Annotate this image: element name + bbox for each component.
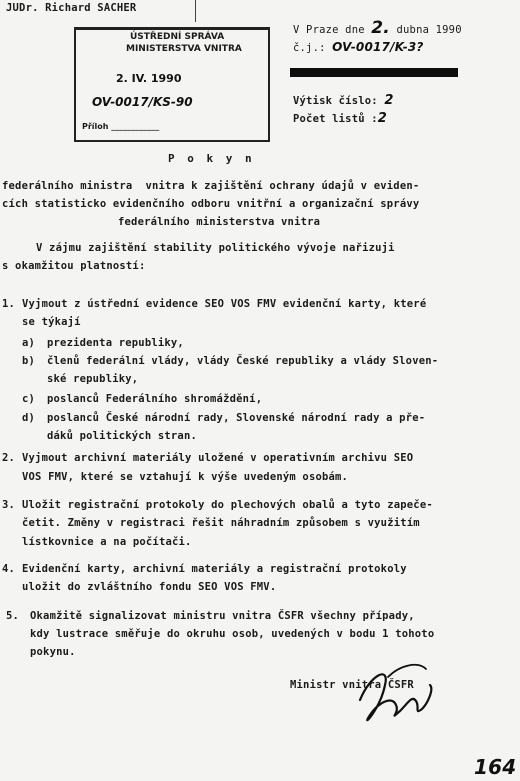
item-number: 1. — [2, 298, 16, 310]
item-text: Okamžitě signalizovat ministru vnitra ČSFR všechny případy, — [30, 610, 415, 622]
subitem-letter: a) — [22, 337, 36, 349]
subtitle-line: cích statisticko evidenčního odboru vnitřní a organizační správy — [2, 198, 420, 210]
subitem-text: poslanců České národní rady, Slovenské národní rady a pře- — [47, 412, 426, 424]
item-text: četit. Změny v registraci řešit náhradním způsobem s využitím — [22, 517, 420, 529]
subtitle-line: federálního ministra vnitra k zajištění ochrany údajů v eviden- — [2, 180, 420, 192]
stamp-date: 2. IV. 1990 — [116, 72, 182, 85]
author-name: JUDr. Richard SACHER — [6, 2, 137, 14]
item-text: se týkají — [22, 316, 81, 328]
item-number: 2. — [2, 452, 16, 464]
item-number: 5. — [6, 610, 20, 622]
item-text: Vyjmout archivní materiály uložené v operativním archivu SEO — [22, 452, 414, 464]
page-number: 164 — [474, 755, 517, 779]
copy-number: Výtisk číslo: 2 — [293, 93, 394, 108]
reference-number: č.j.: OV-0017/K-3? — [293, 40, 424, 54]
handwritten-ref: OV-0017/K-3? — [332, 40, 424, 54]
subitem-text: členů federální vlády, vlády České republiky a vlády Sloven- — [47, 355, 439, 367]
document-title: P o k y n — [168, 152, 255, 165]
stamp-attachments: Příloh ____________ — [82, 122, 160, 131]
subitem-text: ské republiky, — [47, 373, 139, 385]
intro-line: s okamžitou platností: — [2, 260, 146, 272]
subitem-letter: b) — [22, 355, 36, 367]
place-date: V Praze dne 2. dubna 1990 — [293, 18, 462, 38]
item-text: uložit do zvláštního fondu SEO VOS FMV. — [22, 581, 277, 593]
item-text: kdy lustrace směřuje do okruhu osob, uvedených v bodu 1 tohoto — [30, 628, 435, 640]
item-text: pokynu. — [30, 646, 76, 658]
punch-line — [195, 0, 196, 22]
handwritten-signature — [330, 655, 450, 735]
sheet-count: Počet listů :2 — [293, 111, 388, 126]
stamp-number: OV-0017/KS-90 — [92, 95, 193, 109]
subtitle-line: federálního ministerstva vnitra — [118, 216, 321, 228]
item-text: lístkovnice a na počítači. — [22, 536, 192, 548]
subitem-text: dáků politických stran. — [47, 430, 197, 442]
signatory-title: Ministr vnitra ČSFR — [290, 679, 414, 691]
subitem-letter: c) — [22, 393, 36, 405]
intro-line: V zájmu zajištění stability politického vývoje nařizuji — [36, 242, 395, 254]
subitem-letter: d) — [22, 412, 36, 424]
item-text: Uložit registrační protokoly do plechových obalů a tyto zapeče- — [22, 499, 433, 511]
redaction-bar — [290, 68, 458, 77]
item-text: Evidenční karty, archivní materiály a registrační protokoly — [22, 563, 407, 575]
handwritten-day: 2. — [371, 18, 390, 38]
item-text: VOS FMV, které se vztahují k výše uvedeným osobám. — [22, 471, 349, 483]
item-number: 3. — [2, 499, 16, 511]
registry-stamp: ÚSTŘEDNÍ SPRÁVA MINISTERSTVA VNITRA 2. IV. 1990 OV-0017/KS-90 Příloh ____________ — [74, 27, 270, 142]
subitem-text: poslanců Federálního shromáždění, — [47, 393, 263, 405]
item-text: Vyjmout z ústřední evidence SEO VOS FMV evidenční karty, které — [22, 298, 427, 310]
subitem-text: prezidenta republiky, — [47, 337, 184, 349]
item-number: 4. — [2, 563, 16, 575]
